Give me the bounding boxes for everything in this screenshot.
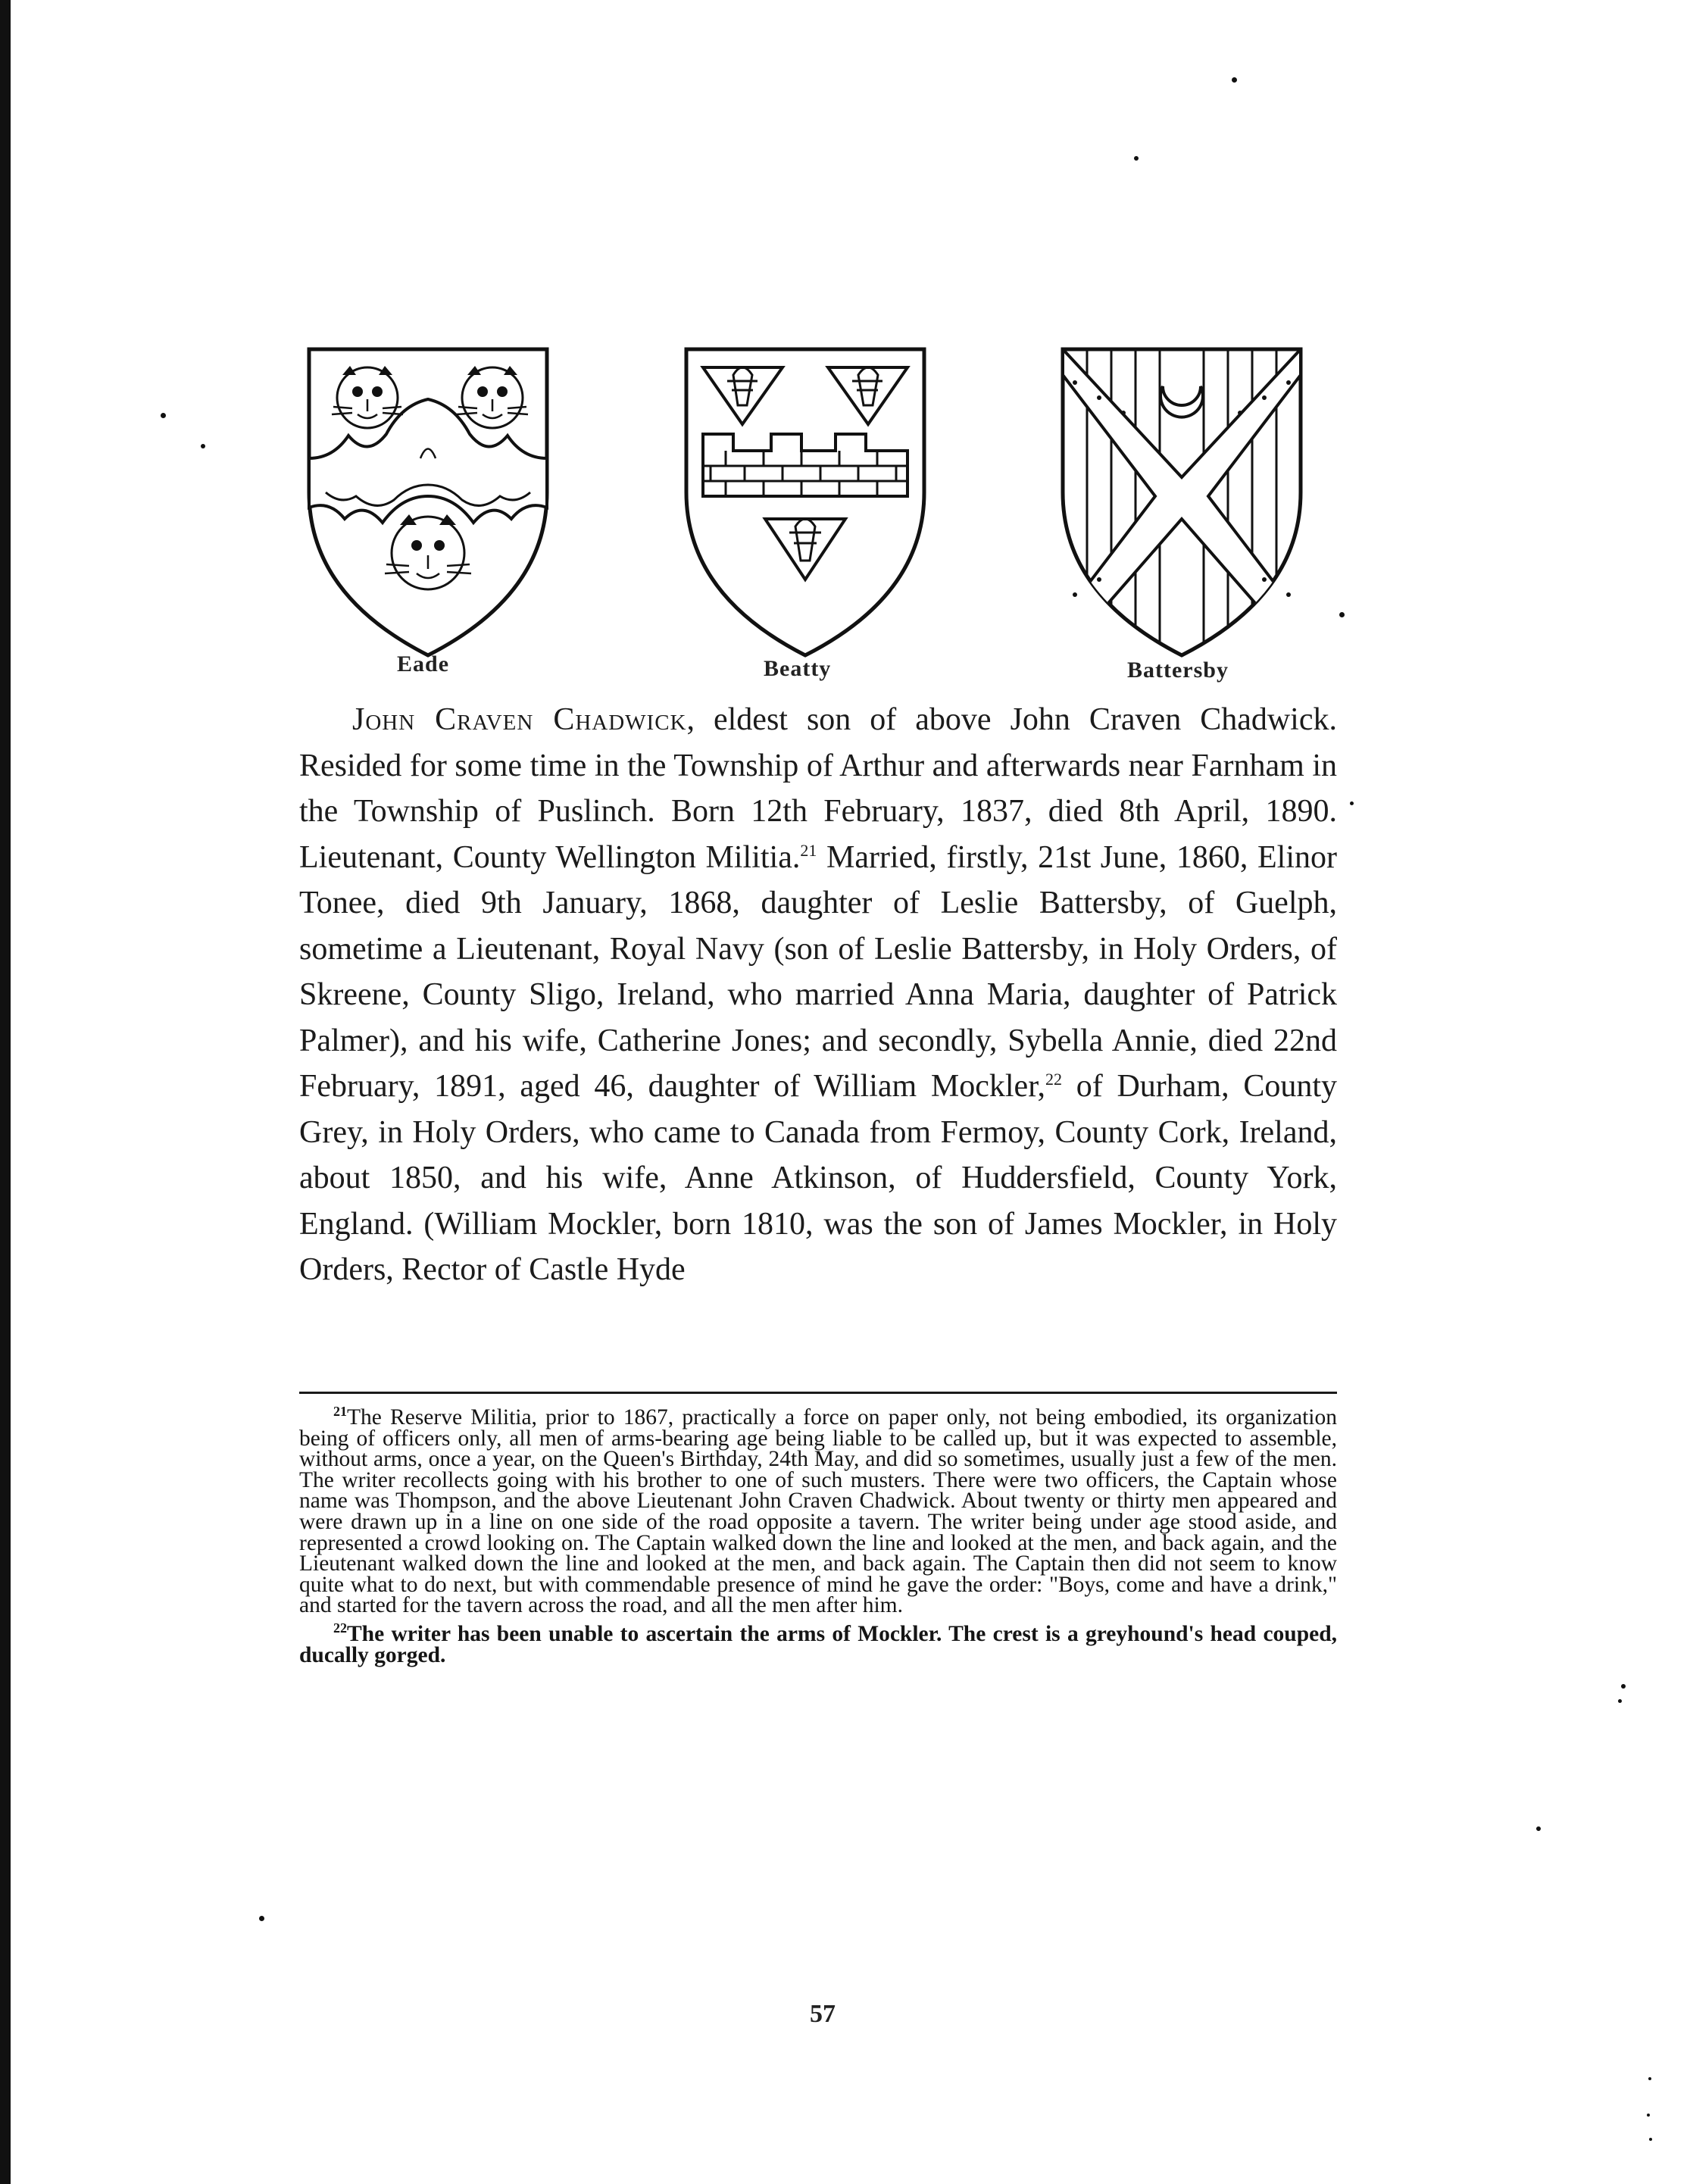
scan-speck (259, 1916, 264, 1921)
scan-speck (1350, 801, 1354, 805)
battersby-shield (1057, 345, 1307, 663)
body-text-2: Married, firstly, 21st June, 1860, Elinor Tonee, died 9th January, 1868, daughter of Leslie Battersby, of Guelph, sometime a Lieutenant, Royal Navy (son of Leslie Battersby, in Holy Orders, of Skreene, County Sligo, Ireland, who married Anna Maria, daughter of Patrick Palmer), and his wife, Catherine Jones; and secondly, Sybella Annie, died 22nd February, 1891, aged 46, daughter of William Mockler, (299, 839, 1337, 1104)
scan-speck (1647, 2114, 1650, 2117)
footnote-ref-21: 21 (800, 840, 817, 860)
scan-speck (1648, 2077, 1651, 2080)
body-text-1: , eldest son of above John Craven Chadwick. Resided for some time in the Township of Arthur and afterwards near Farnham in the Township of Puslinch. Born 12th February, 1837, died 8th April, 1890. Lieutenant, County Wellington Militia. (299, 702, 1337, 875)
page-number: 57 (810, 2000, 836, 2028)
beatty-shield (680, 345, 930, 663)
footnotes (299, 1404, 1337, 1673)
scan-speck (1134, 156, 1139, 161)
scan-speck (1621, 1684, 1626, 1689)
footnote-21 (299, 1404, 1337, 1618)
footnote-ref-22: 22 (1045, 1070, 1063, 1089)
body-paragraph (299, 697, 1337, 1293)
footnote-mark: 22 (333, 1620, 347, 1636)
scan-speck (1649, 2138, 1652, 2141)
footnote-22 (299, 1620, 1337, 1667)
beatty-shield-icon (680, 345, 930, 663)
scan-speck (161, 413, 166, 418)
shield-caption-beatty: Beatty (764, 656, 832, 681)
scan-speck (1536, 1826, 1541, 1831)
footnote-text: The Reserve Militia, prior to 1867, practically a force on paper only, not being embodied, its organization being of officers only, all men of arms-bearing age being liable to be called up, but it was expected to assemble, without arms, once a year, on the Queen's Birthday, 24th May, and did so sometimes, usually just a few of the men. The writer recollects going with his brother to one of such musters. There were two officers, the Captain whose name was Thompson, and the above Lieutenant John Craven Chadwick. About twenty or thirty men appeared and were drawn up in a line on one side of the road opposite a tavern. The writer being under age stood aside, and represented a crowd looking on. The Captain walked down the line and looked at the men, and back again, and the Lieutenant walked down the line and looked at the men, and back again. The Captain then did not seem to know quite what to do next, but with commendable presence of mind he gave the order: "Boys, come and have a drink," and started for the tavern across the road, and all the men after him. (299, 1405, 1337, 1618)
scan-speck (1232, 77, 1237, 83)
person-name: John Craven Chadwick (352, 702, 687, 737)
shield-caption-eade: Eade (397, 651, 450, 676)
footnote-text: The writer has been unable to ascertain the arms of Mockler. The crest is a greyhound's head couped, ducally gorged. (299, 1621, 1337, 1667)
eade-shield (303, 345, 553, 663)
scan-speck (1618, 1699, 1622, 1703)
battersby-shield-icon (1057, 345, 1307, 663)
footnote-rule (299, 1392, 1337, 1394)
body-text-3: of Durham, County Grey, in Holy Orders, who came to Canada from Fermoy, County Cork, Ireland, about 1850, and his wife, Anne Atkinson, of Huddersfield, County York, England. (William Mockler, born 1810, was the son of James Mockler, in Holy Orders, Rector of Castle Hyde (299, 1069, 1338, 1287)
binding-edge (0, 0, 11, 2184)
scan-speck (1339, 612, 1345, 617)
scan-speck (201, 444, 205, 448)
footnote-mark: 21 (333, 1404, 347, 1420)
eade-shield-icon (303, 345, 553, 663)
shield-caption-battersby: Battersby (1127, 658, 1229, 683)
